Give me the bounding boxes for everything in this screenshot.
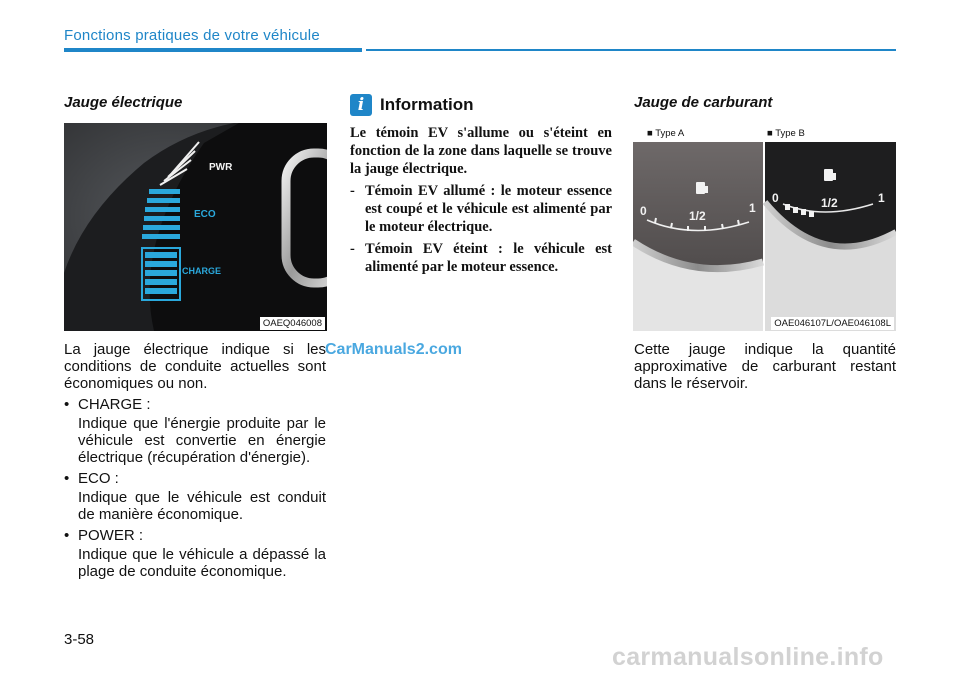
bullet-eco bbox=[64, 470, 326, 487]
electric-gauge-intro: La jauge électrique indique si les conditions de conduite actuelles sont économiques ou non. bbox=[64, 341, 326, 392]
gauge-label-charge: CHARGE bbox=[182, 266, 222, 276]
bullet-desc: Indique que le véhicule est conduit de manière économique. bbox=[78, 489, 326, 523]
electric-gauge-illustration bbox=[64, 123, 327, 331]
bullet-dot: • bbox=[64, 396, 70, 413]
information-item bbox=[350, 240, 612, 276]
information-item-text: Témoin EV éteint : le véhicule est alimenté par le moteur essence. bbox=[365, 241, 612, 275]
fuel-gauge-illustration bbox=[633, 142, 896, 331]
fuel-gauge-photo bbox=[633, 123, 896, 331]
type-b-label: ■ Type B bbox=[767, 128, 805, 139]
footer-watermark: carmanualsonline.info bbox=[612, 643, 884, 671]
bullet-power bbox=[64, 527, 326, 544]
information-body bbox=[350, 124, 612, 276]
gauge-a-empty: 0 bbox=[640, 204, 647, 218]
information-title: Information bbox=[380, 95, 474, 114]
photo-caption: OAEQ046008 bbox=[260, 317, 325, 330]
gauge-a-half: 1/2 bbox=[689, 209, 706, 223]
info-icon: i bbox=[350, 94, 372, 116]
header-rule bbox=[366, 49, 896, 51]
section-title-fuel-gauge: Jauge de carburant bbox=[634, 94, 773, 111]
information-item bbox=[350, 182, 612, 236]
type-a-label: ■ Type A bbox=[647, 128, 685, 139]
dash-marker: - bbox=[350, 183, 355, 199]
fuel-gauge-description bbox=[634, 341, 896, 392]
gauge-label-pwr: PWR bbox=[209, 162, 233, 173]
information-intro: Le témoin EV s'allume ou s'éteint en fonction de la zone dans laquelle se trouve la jauge électrique. bbox=[350, 125, 612, 177]
gauge-label-eco: ECO bbox=[194, 209, 216, 220]
fuel-gauge-desc: Cette jauge indique la quantité approximative de carburant restant dans le réservoir. bbox=[634, 341, 896, 392]
photo-caption: OAE046107L/OAE046108L bbox=[771, 317, 894, 330]
dash-marker: - bbox=[350, 241, 355, 257]
bullet-label: CHARGE : bbox=[78, 396, 151, 413]
information-header bbox=[350, 94, 474, 116]
header-title: Fonctions pratiques de votre véhicule bbox=[64, 27, 320, 44]
bullet-label: POWER : bbox=[78, 527, 144, 544]
bullet-desc: Indique que le véhicule a dépassé la plage de conduite économique. bbox=[78, 546, 326, 580]
watermark-link[interactable]: CarManuals2.com bbox=[325, 341, 462, 358]
page-number: 3-58 bbox=[64, 631, 95, 648]
bullet-dot: • bbox=[64, 527, 70, 544]
gauge-b-half: 1/2 bbox=[821, 196, 838, 210]
bullet-charge bbox=[64, 396, 326, 413]
information-item-text: Témoin EV allumé : le moteur essence est coupé et le véhicule est alimenté par le moteur électrique. bbox=[365, 183, 612, 235]
electric-gauge-photo bbox=[64, 123, 327, 331]
gauge-b-full: 1 bbox=[878, 191, 885, 205]
bullet-label: ECO : bbox=[78, 470, 119, 487]
bullet-desc: Indique que l'énergie produite par le véhicule est convertie en énergie électrique (récupération d'énergie). bbox=[78, 415, 326, 466]
header-bar bbox=[64, 48, 362, 52]
section-title-electric-gauge: Jauge électrique bbox=[64, 94, 183, 111]
electric-gauge-description bbox=[64, 341, 326, 580]
gauge-b-empty: 0 bbox=[772, 191, 779, 205]
bullet-dot: • bbox=[64, 470, 70, 487]
gauge-a-full: 1 bbox=[749, 201, 756, 215]
